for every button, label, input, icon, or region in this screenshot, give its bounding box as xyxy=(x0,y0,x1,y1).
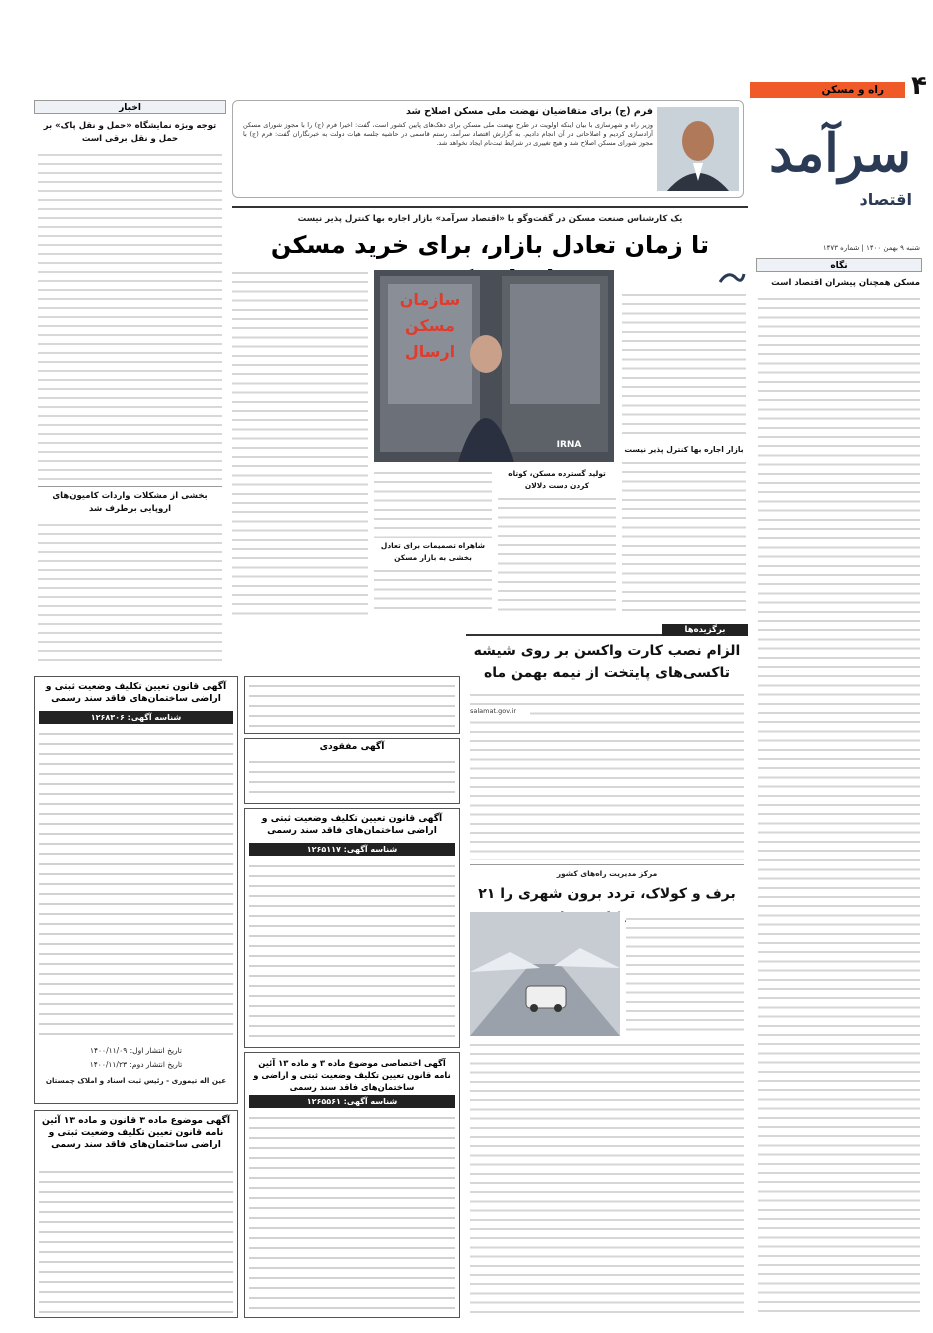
main-story-col-2-text xyxy=(498,494,616,616)
header-section-label: راه و مسکن xyxy=(821,84,884,96)
main-story-photo xyxy=(374,270,614,462)
news-item-2-title: بخشی از مشکلات واردات کامیون‌های اروپایی برطرف شد xyxy=(52,491,208,514)
view-column-header xyxy=(756,258,922,272)
main-story-subhead-2: تولید گسترده مسکن، کوتاه کردن دست دلالان xyxy=(508,469,606,490)
main-story-subhead-3: شاهراه تصمیمات برای تعادل بخشی به بازار مسکن xyxy=(380,541,486,562)
main-story-col-3-text-a xyxy=(374,468,492,538)
masthead-logo xyxy=(762,106,918,232)
brand-mark-icon xyxy=(718,268,746,288)
ad-2-title: آگهی موضوع ماده ۳ قانون و ماده ۱۳ آئین نامه قانون تعیین تکلیف وضعیت ثبتی و اراضی ساختمان‌های فاقد سند رسمی xyxy=(41,1115,231,1150)
logo-subtitle: اقتصاد xyxy=(859,190,912,209)
view-column-title: مسکن همچنان پیشران اقتصاد است xyxy=(771,278,920,288)
ad-small-notice-body xyxy=(249,681,455,729)
person-photo-icon xyxy=(657,107,739,191)
ad-5-body xyxy=(249,1113,455,1315)
main-story-col-3 xyxy=(374,468,492,618)
top-news-title: فرم (ج) برای متقاضیان نهضت ملی مسکن اصلاح شد xyxy=(406,106,653,117)
ad-4-number: شناسه آگهی: ۱۲۶۵۱۱۷ xyxy=(249,843,455,856)
issue-date-line: شنبه ۹ بهمن ۱۴۰۰ | شماره ۱۴۷۳ xyxy=(822,244,920,252)
snowy-road-photo-icon xyxy=(470,912,620,1036)
ad-1-date-1: تاریخ انتشار اول: ۱۴۰۰/۱۱/۰۹ xyxy=(89,1046,183,1055)
news-item-1-title: توجه ویژه نمایشگاه «حمل و نقل پاک» بر حمل و نقل برقی است xyxy=(43,121,217,144)
news-item-2-body xyxy=(38,520,222,668)
ad-3-title: آگهی مفقودی xyxy=(319,741,385,752)
main-story-col-3-text-b xyxy=(374,566,492,616)
ad-5-title: آگهی اختصاصی موضوع ماده ۳ و ماده ۱۳ آئین نامه قانون تعیین تکلیف وضعیت ثبتی و اراضی و ساختمان‌های فاقد سند رسمی xyxy=(253,1058,451,1092)
news-divider xyxy=(38,486,222,487)
main-story-col-2 xyxy=(498,468,616,618)
minister-photo xyxy=(657,107,739,191)
ad-2 xyxy=(34,1110,238,1318)
page-number: ۴ xyxy=(911,71,927,101)
ad-1-signature: عین اله تیموری - رئیس ثبت اسناد و املاک چمستان xyxy=(45,1076,227,1085)
main-story-col-1 xyxy=(622,268,746,618)
highlights-header xyxy=(466,624,748,636)
ad-5-number: شناسه آگهی: ۱۲۶۵۵۶۱ xyxy=(249,1095,455,1108)
highlight-1-title: الزام نصب کارت واکسن بر روی شیشه تاکسی‌های پایتخت از نیمه بهمن ماه xyxy=(473,643,741,681)
main-story-col-4 xyxy=(232,268,368,618)
ad-small-notice xyxy=(244,676,460,734)
top-news-body: وزیر راه و شهرسازی با بیان اینکه اولویت در طرح نهضت ملی مسکن برای دهک‌های پایین کشور است، گفت: اخیرا فرم (ج) را با مجوز شورای مسکن آزادسازی کردیم و اصلاحاتی در آن انجام دادیم. به گزارش اقتصاد سرآمد، رستم قاسمی در حاشیه جلسه هیات دولت به خبرنگاران گفت: فرم (ج) با مجوز شورای مسکن اصلاح شد و هیچ تغییری در شرایط ثبت‌نام ایجاد نخواهد شد. xyxy=(243,121,653,148)
highlights-label: برگزیده‌ها xyxy=(662,624,748,636)
highlights-section xyxy=(466,624,748,1318)
main-story-subhead-1: بازار اجاره بها کنترل پذیر نیست xyxy=(624,445,744,454)
main-story xyxy=(232,206,748,620)
photo-sign-1: سازمان xyxy=(399,290,461,309)
view-column-body xyxy=(758,294,920,1314)
page-header xyxy=(750,68,933,104)
photo-credit: IRNA xyxy=(556,440,582,450)
news-item-1-body xyxy=(38,150,222,480)
ad-4-title: آگهی قانون تعیین تکلیف وضعیت ثبتی و اراضی ساختمان‌های فاقد سند رسمی xyxy=(261,813,443,836)
snow-road-photo xyxy=(470,912,620,1036)
photo-sign-3: ارسال xyxy=(404,342,456,361)
ad-3 xyxy=(244,738,460,804)
highlight-1-url: salamat.gov.ir xyxy=(470,706,530,716)
photo-sign-2: مسکن xyxy=(405,316,455,335)
ad-3-body xyxy=(249,757,455,801)
highlight-2-body-right xyxy=(626,914,744,1034)
logo-wordmark: سرآمد xyxy=(769,123,911,184)
view-column xyxy=(756,258,922,1318)
ad-5 xyxy=(244,1052,460,1318)
news-column xyxy=(34,100,226,670)
news-column-header xyxy=(34,100,226,114)
view-column-label: نگاه xyxy=(830,261,848,271)
highlight-2-kicker: مرکز مدیریت راه‌های کشور xyxy=(556,869,658,878)
main-story-col-1-text-a xyxy=(622,290,746,440)
news-column-title: اخبار xyxy=(119,103,141,113)
ad-4-body xyxy=(249,861,455,1045)
ad-2-body xyxy=(39,1167,233,1315)
ad-1-title: آگهی قانون تعیین تکلیف وضعیت ثبتی و اراضی ساختمان‌های فاقد سند رسمی xyxy=(45,681,227,704)
ad-1-number: شناسه آگهی: ۱۲۶۸۳۰۶ xyxy=(39,711,233,724)
main-story-col-1-text-b xyxy=(622,458,746,616)
ad-4 xyxy=(244,808,460,1048)
main-story-kicker: یک کارشناس صنعت مسکن در گفت‌وگو با «اقتصاد سرآمد» بازار اجاره بها کنترل پذیر نیست xyxy=(297,214,683,224)
main-story-headline: تا زمان تعادل بازار، برای خرید مسکن xyxy=(270,231,710,259)
highlight-2-body xyxy=(470,1040,744,1316)
highlight-2-title: برف و کولاک، تردد برون شهری را ۲۱ xyxy=(478,886,736,902)
highlights-divider xyxy=(470,864,744,865)
top-news-box xyxy=(232,100,744,198)
ad-1-date-2: تاریخ انتشار دوم: ۱۴۰۰/۱۱/۲۳ xyxy=(89,1060,183,1069)
ad-1 xyxy=(34,676,238,1104)
ad-1-body xyxy=(39,729,233,1039)
main-story-top-rule xyxy=(232,206,748,208)
